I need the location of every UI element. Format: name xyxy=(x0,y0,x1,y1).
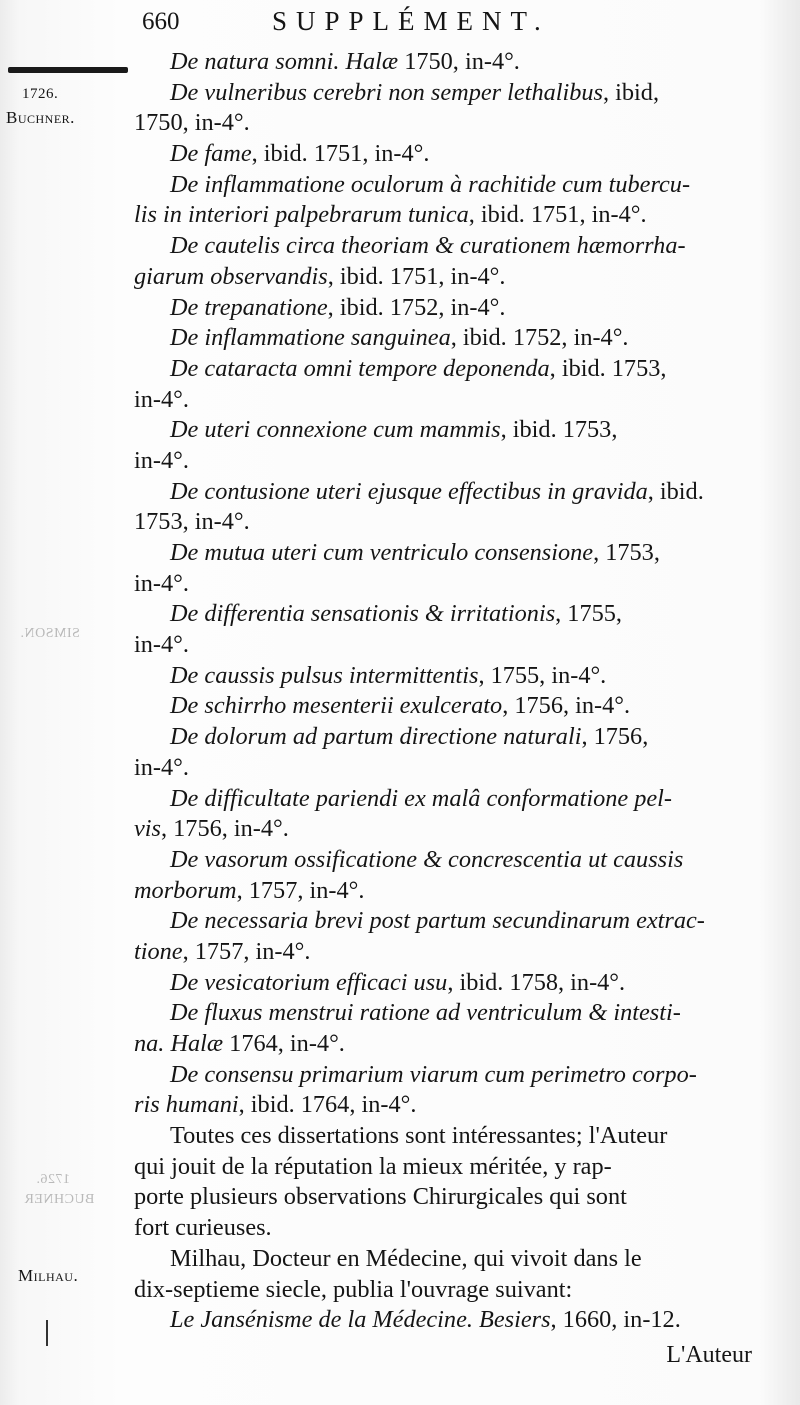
milhau-line: Milhau, Docteur en Médecine, qui vivoit dans le xyxy=(170,1244,642,1272)
entry-line: ris humani, ibid. 1764, in-4°. xyxy=(134,1091,417,1119)
entry-line: De vesicatorium efficaci usu, ibid. 1758, in-4°. xyxy=(170,968,626,996)
entry-line: De cautelis circa theoriam & curationem hæmorrha- xyxy=(170,232,686,260)
margin-bleed-simson: SIMSON. xyxy=(20,626,80,641)
entry-line: De mutua uteri cum ventriculo consensione, 1753, xyxy=(170,539,660,566)
entry-line: morborum, 1757, in-4°. xyxy=(134,876,365,904)
entry-line: De fame, ibid. 1751, in-4°. xyxy=(170,140,430,168)
entry-line: De vulneribus cerebri non semper lethalibus, ibid, xyxy=(170,78,660,106)
milhau-line: dix-septieme siecle, publia l'ouvrage suivant: xyxy=(134,1275,573,1303)
entry-line: De fluxus menstrui ratione ad ventriculum & intesti- xyxy=(170,999,681,1027)
entry-line: tione, 1757, in-4°. xyxy=(134,937,311,965)
entry-line: De inflammatione sanguinea, ibid. 1752, in-4°. xyxy=(170,324,629,352)
entry-line: De cataracta omni tempore deponenda, ibid. 1753, xyxy=(170,354,667,382)
final-entry-line: Le Jansénisme de la Médecine. Besiers, 1660, in-12. xyxy=(170,1306,681,1334)
entry-line: De natura somni. Halæ 1750, in-4°. xyxy=(170,48,520,75)
margin-bleed-buchner: BUCHNER xyxy=(24,1192,95,1207)
margin-bleed-year: 1726. xyxy=(36,1172,70,1187)
entry-line: De dolorum ad partum directione naturali, 1756, xyxy=(170,723,649,751)
page-header xyxy=(142,2,612,42)
entry-line: De necessaria brevi post partum secundinarum extrac- xyxy=(170,907,705,935)
entry-line: in-4°. xyxy=(134,753,189,781)
paragraph-line: qui jouit de la réputation la mieux méritée, y rap- xyxy=(134,1152,612,1180)
entry-line: in-4°. xyxy=(134,631,189,659)
paragraph-line: porte plusieurs observations Chirurgicales qui sont xyxy=(134,1183,627,1211)
entry-line: in-4°. xyxy=(134,569,189,597)
entry-line: 1753, in-4°. xyxy=(134,508,250,536)
margin-author-milhau: Milhau. xyxy=(18,1266,79,1285)
entry-line: vis, 1756, in-4°. xyxy=(134,815,289,843)
catchword: L'Auteur xyxy=(666,1342,752,1368)
margin-year: 1726. xyxy=(22,86,59,102)
margin-rule xyxy=(8,67,128,73)
entry-line: giarum observandis, ibid. 1751, in-4°. xyxy=(134,262,506,290)
entry-line: in-4°. xyxy=(134,385,189,413)
entry-line: De schirrho mesenterii exulcerato, 1756, in-4°. xyxy=(170,692,631,720)
entry-line: De difficultate pariendi ex malâ conformatione pel- xyxy=(170,784,673,812)
main-text xyxy=(134,47,754,1336)
entry-line: De inflammatione oculorum à rachitide cum tubercu- xyxy=(170,170,691,198)
entry-line: 1750, in-4°. xyxy=(134,109,250,137)
entry-line: De caussis pulsus intermittentis, 1755, in-4°. xyxy=(170,661,607,689)
entry-line: De contusione uteri ejusque effectibus in gravida, ibid. xyxy=(170,477,704,505)
page-number: 660 xyxy=(142,8,180,35)
running-head: SUPPLÉMENT. xyxy=(272,6,550,36)
margin-author-buchner: Buchner. xyxy=(6,108,75,127)
margin-stroke xyxy=(46,1320,48,1346)
entry-line: na. Halæ 1764, in-4°. xyxy=(134,1030,345,1057)
paragraph-line: Toutes ces dissertations sont intéressantes; l'Auteur xyxy=(170,1122,668,1150)
entry-line: in-4°. xyxy=(134,446,189,474)
entry-line: De vasorum ossificatione & concrescentia ut caussis xyxy=(170,845,684,873)
entry-line: De consensu primarium viarum cum perimetro corpo- xyxy=(170,1060,697,1088)
entry-line: De differentia sensationis & irritationis, 1755, xyxy=(170,600,622,628)
paragraph-line: fort curieuses. xyxy=(134,1214,272,1242)
entry-line: De trepanatione, ibid. 1752, in-4°. xyxy=(170,293,506,321)
entry-line: lis in interiori palpebrarum tunica, ibid. 1751, in-4°. xyxy=(134,201,647,229)
entry-line: De uteri connexione cum mammis, ibid. 1753, xyxy=(170,416,618,444)
